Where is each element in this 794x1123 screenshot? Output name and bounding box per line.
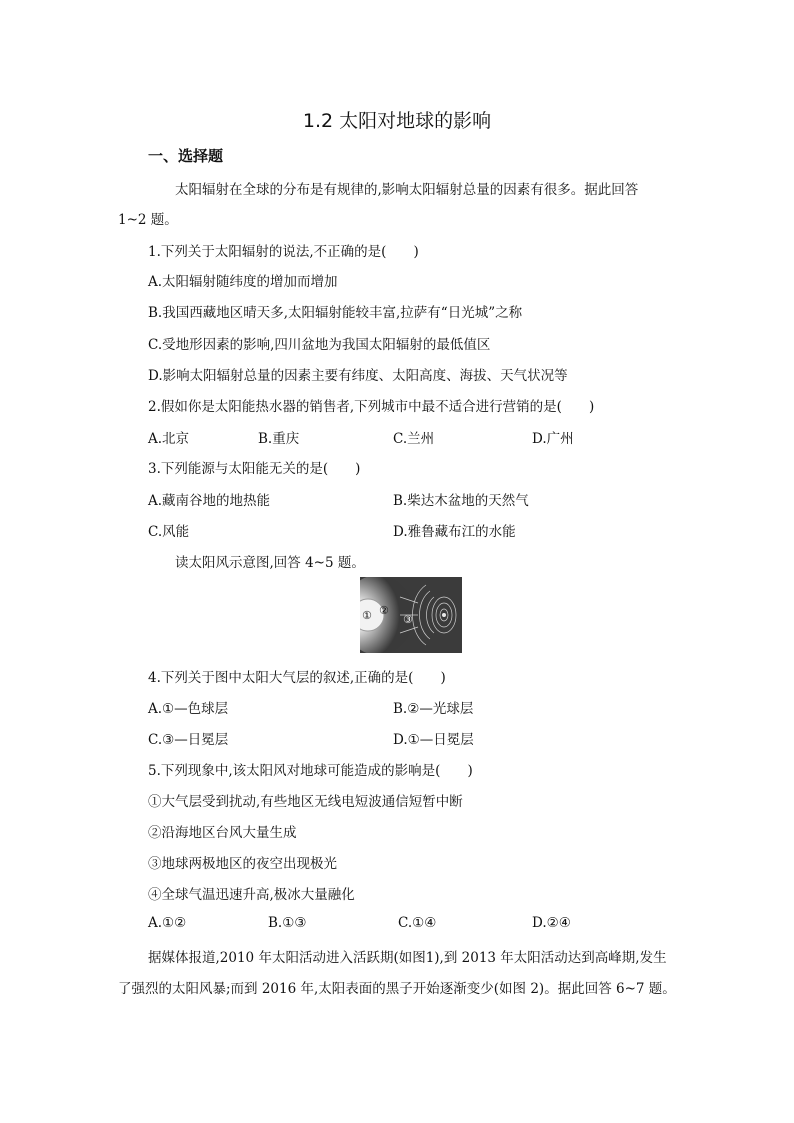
section-heading: 一、选择题 [148, 147, 224, 165]
figure-label-2: ② [379, 604, 389, 617]
q5-option-a: A.①② [148, 915, 187, 931]
q1-option-c: C.受地形因素的影响,四川盆地为我国太阳辐射的最低值区 [148, 337, 491, 353]
earth-dot [442, 613, 446, 617]
intro-1-line-2: 1~2 题。 [118, 212, 178, 228]
q4-option-c: C.③—日冕层 [148, 732, 229, 748]
q4-stem: 4.下列关于图中太阳大气层的叙述,正确的是( ) [148, 670, 446, 686]
solar-wind-figure [360, 577, 462, 653]
page-title: 1.2 太阳对地球的影响 [302, 110, 492, 132]
q1-option-b: B.我国西藏地区晴天多,太阳辐射能较丰富,拉萨有“日光城”之称 [148, 305, 523, 321]
q3-option-a: A.藏南谷地的地热能 [148, 493, 271, 509]
intro-1-line-1: 太阳辐射在全球的分布是有规律的,影响太阳辐射总量的因素有很多。据此回答 [175, 182, 639, 198]
intro-2: 读太阳风示意图,回答 4~5 题。 [175, 555, 365, 571]
q3-option-c: C.风能 [148, 524, 190, 540]
q5-option-b: B.①③ [268, 915, 307, 931]
q3-stem: 3.下列能源与太阳能无关的是( ) [148, 461, 361, 477]
q1-stem: 1.下列关于太阳辐射的说法,不正确的是( ) [148, 244, 419, 260]
q5-item-4: ④全球气温迅速升高,极冰大量融化 [148, 887, 355, 903]
q5-option-d: D.②④ [532, 915, 571, 931]
q2-option-c: C.兰州 [393, 431, 435, 447]
q3-option-b: B.柴达木盆地的天然气 [393, 493, 529, 509]
q4-option-b: B.②—光球层 [393, 701, 474, 717]
q2-stem: 2.假如你是太阳能热水器的销售者,下列城市中最不适合进行营销的是( ) [148, 399, 595, 415]
q2-option-b: B.重庆 [258, 431, 300, 447]
figure-label-1: ① [362, 609, 372, 622]
q5-item-3: ③地球两极地区的夜空出现极光 [148, 856, 337, 872]
figure-label-3: ③ [403, 613, 413, 626]
solar-wind-diagram [360, 577, 462, 653]
q2-option-a: A.北京 [148, 431, 190, 447]
q5-stem: 5.下列现象中,该太阳风对地球可能造成的影响是( ) [148, 763, 473, 779]
q4-option-a: A.①—色球层 [148, 701, 229, 717]
intro-3-line-1: 据媒体报道,2010 年太阳活动进入活跃期(如图1),到 2013 年太阳活动达到高峰期,发生 [148, 950, 667, 966]
q1-option-a: A.太阳辐射随纬度的增加而增加 [148, 274, 338, 290]
q5-item-1: ①大气层受到扰动,有些地区无线电短波通信短暂中断 [148, 794, 463, 810]
q1-option-d: D.影响太阳辐射总量的因素主要有纬度、太阳高度、海拔、天气状况等 [148, 368, 568, 384]
q2-option-d: D.广州 [532, 431, 574, 447]
q5-option-c: C.①④ [398, 915, 437, 931]
q3-option-d: D.雅鲁藏布江的水能 [393, 524, 516, 540]
intro-3-line-2: 了强烈的太阳风暴;而到 2016 年,太阳表面的黑子开始逐渐变少(如图 2)。据此回答 6~7 题。 [118, 981, 676, 997]
q4-option-d: D.①—日冕层 [393, 732, 474, 748]
q5-item-2: ②沿海地区台风大量生成 [148, 825, 297, 841]
